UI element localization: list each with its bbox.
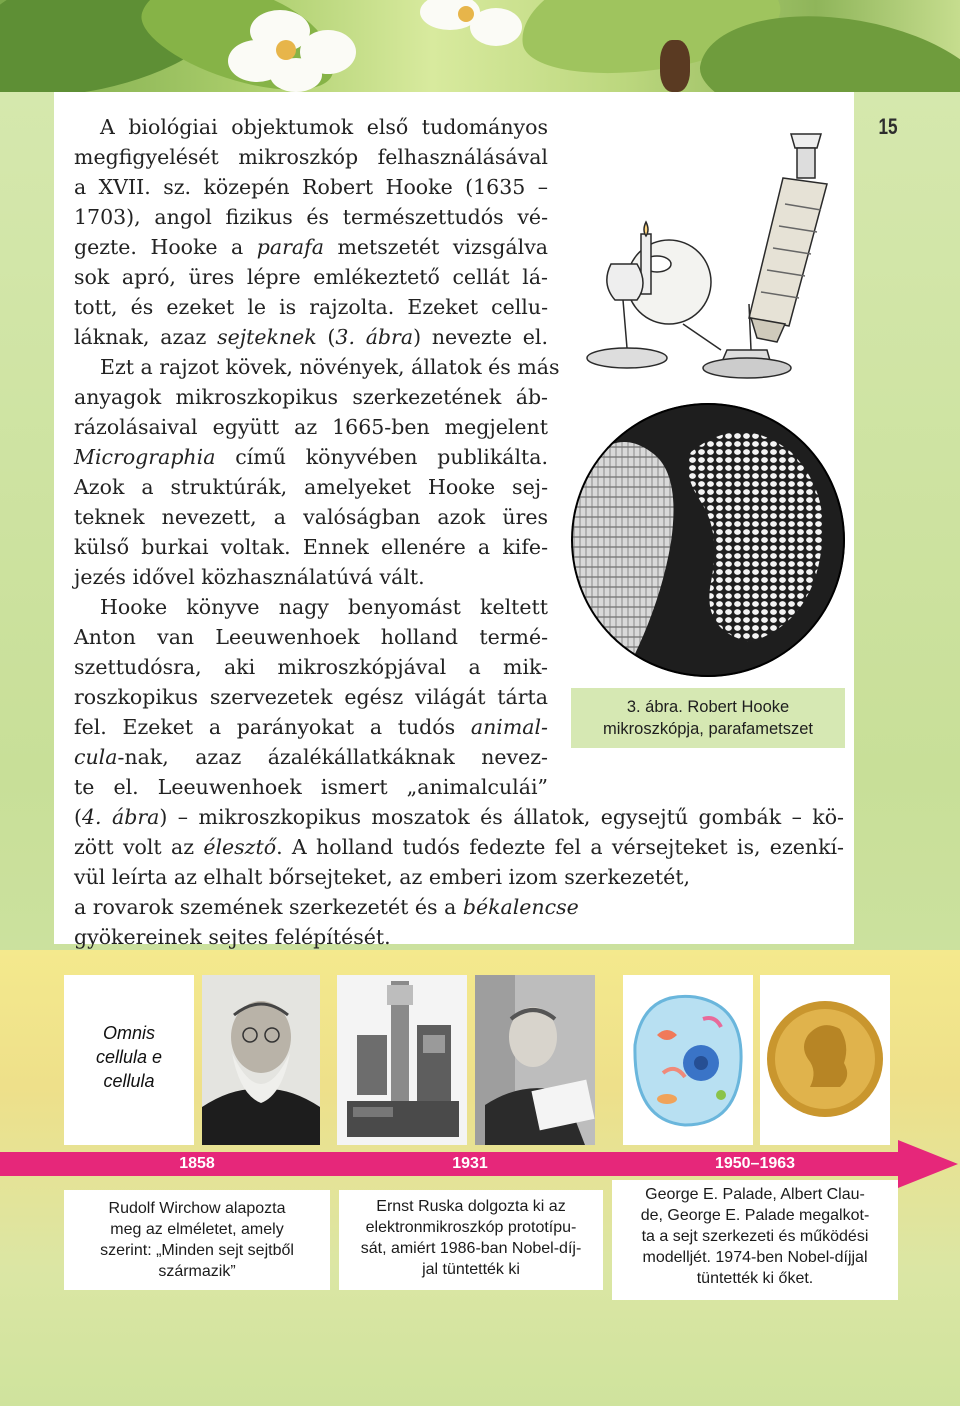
body-line: fel. Ezeket a parányokat a tudós animal-: [74, 715, 548, 739]
body-line: 1703), angol fizikus és természettudós vé-: [74, 205, 548, 229]
microscope-illustration: [571, 114, 845, 386]
note-line: Rudolf Wirchow alapozta: [108, 1200, 286, 1217]
figure-caption-line: mikroszkópja, parafametszet: [603, 720, 813, 738]
body-line: Anton van Leeuwenhoek holland termé-: [74, 625, 548, 649]
body-line: megfigyelését mikroszkóp felhasználásával: [74, 145, 548, 169]
body-line: tott, és ezeket le is rajzolta. Ezeket cellu-: [74, 295, 548, 319]
body-line: Azok a struktúrák, amelyeket Hooke sej-: [74, 475, 548, 499]
cork-slice-drawing: [571, 392, 845, 682]
note-line: de, George E. Palade megalkot-: [640, 1207, 870, 1224]
note-line: George E. Palade, Albert Clau-: [645, 1186, 865, 1203]
timeline-note: [339, 1190, 603, 1290]
quote-line: cellula: [103, 1071, 155, 1091]
note-line: modelljét. 1974-ben Nobel-díjjal: [642, 1249, 868, 1266]
body-line: teknek nevezett, a valóságban azok üres: [74, 505, 548, 529]
note-line: meg az elméletet, amely: [110, 1221, 284, 1238]
flower-center: [458, 6, 474, 22]
figure-caption: [571, 688, 845, 748]
flower-petal: [470, 8, 522, 46]
quote-box: [64, 975, 194, 1145]
note-line: jal tüntették ki: [422, 1261, 520, 1278]
body-line: láknak, azaz sejteknek (3. ábra) nevezte el.: [74, 325, 548, 349]
body-line: gezte. Hooke a parafa metszetét vizsgálva: [74, 235, 548, 259]
body-line: (4. ábra) – mikroszkopikus moszatok és állatok, egysejtű gombák – kö-: [74, 805, 844, 829]
body-line: A biológiai objektumok első tudományos: [100, 115, 548, 139]
body-line: anyagok mikroszkopikus szerkezetének áb-: [74, 385, 548, 409]
timeline-year: 1931: [452, 1155, 488, 1172]
timeline-arrow-head: [898, 1140, 958, 1188]
body-line: jezés idővel közhasználatúvá vált.: [74, 565, 425, 589]
note-line: sát, amiért 1986-ban Nobel-díj-: [360, 1240, 582, 1257]
note-line: ta a sejt szerkezeti és működési: [641, 1228, 869, 1245]
top-leaf-banner: [0, 0, 960, 92]
body-line: vül leírta az elhalt bőrsejteket, az emberi izom szerkezetét,: [74, 865, 691, 889]
note-line: szerint: „Minden sejt sejtből: [100, 1242, 294, 1259]
page-number: 15: [878, 114, 898, 139]
body-line: a rovarok szemének szerkezetét és a békalencse: [74, 895, 579, 919]
body-line: Ezt a rajzot kövek, növények, állatok és más: [100, 355, 560, 379]
body-line: te el. Leeuwenhoek ismert „animalculái”: [74, 775, 548, 799]
cell-diagram: [623, 975, 753, 1145]
nobel-medal-image: [760, 975, 890, 1145]
body-line: külső burkai voltak. Ennek ellenére a kife-: [74, 535, 548, 559]
body-line: a XVII. sz. közepén Robert Hooke (1635 –: [74, 175, 548, 199]
body-line: Micrographia című könyvében publikálta.: [74, 445, 548, 469]
timeline-note: [612, 1180, 898, 1300]
timeline-year: 1950–1963: [714, 1155, 796, 1172]
body-line: Hooke könyve nagy benyomást keltett: [100, 595, 548, 619]
figure-caption-line: 3. ábra. Robert Hooke: [626, 698, 790, 716]
flower-petal: [270, 58, 322, 92]
body-line: gyökereinek sejtes felépítését.: [74, 925, 391, 949]
body-line: zött volt az élesztő. A holland tudós fedezte fel a vérsejteket is, ezenkí-: [74, 835, 844, 859]
timeline-year: 1858: [179, 1155, 215, 1172]
electron-microscope-photo: [337, 975, 467, 1145]
timeline-note: [64, 1190, 330, 1290]
quote-line: Omnis: [102, 1023, 155, 1043]
flower-center: [276, 40, 296, 60]
note-line: származik”: [158, 1263, 236, 1280]
quote-line: cellula e: [95, 1047, 163, 1067]
body-line: rázolásaival együtt az 1665-ben megjelent: [74, 415, 548, 439]
note-line: Ernst Ruska dolgozta ki az: [376, 1198, 566, 1215]
note-line: tüntették ki őket.: [696, 1270, 814, 1287]
insect-icon: [660, 40, 690, 92]
body-line: roszkopikus szervezetek egész világát tárta: [74, 685, 548, 709]
portrait-photo: [202, 975, 320, 1145]
body-line: cula-nak, azaz ázalékállatkáknak nevez-: [74, 745, 548, 769]
body-line: sok apró, üres lépre emlékeztető cellát lá-: [74, 265, 548, 289]
scientist-photo: [475, 975, 595, 1145]
body-line: szettudósra, aki mikroszkópjával a mik-: [74, 655, 548, 679]
note-line: elektronmikroszkóp prototípu-: [365, 1219, 577, 1236]
